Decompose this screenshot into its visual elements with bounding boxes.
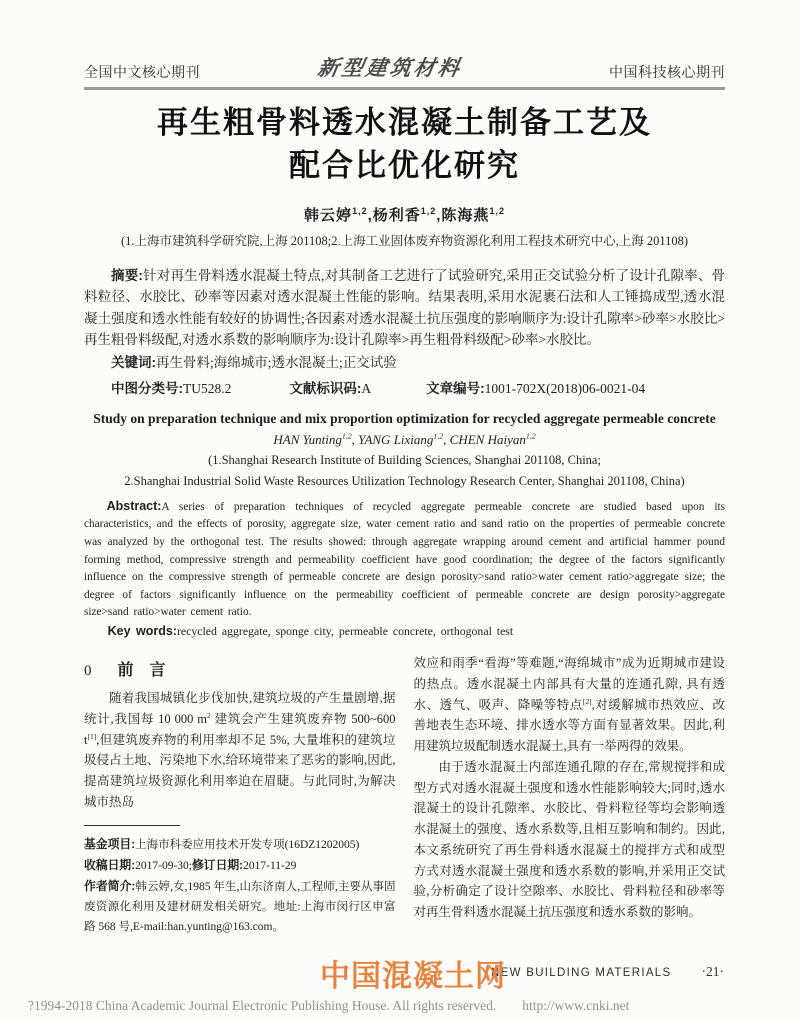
paper-title-line2: 配合比优化研究 xyxy=(289,147,520,183)
journal-name-en: NEW BUILDING MATERIALS xyxy=(491,967,672,979)
article-id-label: 文章编号: xyxy=(426,380,485,396)
intro-paragraph-right-1: 效应和雨季“看海”等难题,“海绵城市”成为近期城市建设的热点。透水混凝土内部具有大量的连通孔隙, 具有透水、透气、吸声、降噪等特点[2],对缓解城市热效应、改善地表生态环境、排水透水等方面有显著效果。因此,利用建筑垃圾配制透水混凝土,具有一举两得的效果。 xyxy=(413,656,725,754)
intro-paragraph-right-2: 由于透水混凝土内部连通孔隙的存在,常规搅拌和成型方式对透水混凝土强度和透水性能影响较大;同时,透水混凝土的设计孔隙率、水胶比、骨料粒径等均会影响透水混凝土的强度、透水系数等,且相互影响和制约。因此,本文系统研究了再生骨料透水混凝土的搅拌方式和成型方式对透水混凝土强度和透水系数的影响,并采用正交试验,分析确定了设计空隙率、水胶比、骨料粒径和砂率等对再生骨料透水混凝土抗压强度和透水系数的影响。 xyxy=(413,759,725,920)
page-header xyxy=(84,52,725,82)
abstract-cn xyxy=(84,265,725,351)
author-bio-label: 作者简介: xyxy=(84,878,136,893)
section-0-number: 0 xyxy=(84,663,92,680)
document-code xyxy=(289,377,371,397)
clc-label: 中图分类号: xyxy=(111,380,183,396)
fund-project-label: 基金项目: xyxy=(84,836,136,851)
keywords-cn-text: 再生骨料;海绵城市;透水混凝土;正交试验 xyxy=(156,354,397,370)
article-id-value: 1001-702X(2018)06-0021-04 xyxy=(484,380,646,396)
page-number: ·21· xyxy=(701,964,724,979)
intro-paragraph-left: 随着我国城镇化步伐加快,建筑垃圾的产生量剧增,据统计,我国每 10 000 $m^2$ 建筑会产生建筑废弃物 500~600 t[1],但建筑废弃物的利用率却不足 5%, 大量堆积的建筑垃圾侵占土地、污染地下水,给环境带来了恶劣的影响,因此,提高建筑垃圾资源化利用率迫在眉睫。与此同时,为解决城市热岛 xyxy=(84,691,396,809)
affiliation-en-1: (1.Shanghai Research Institute of Building Sciences, Shanghai 201108, China; xyxy=(208,452,601,467)
affiliation-en-2: 2.Shanghai Industrial Solid Waste Resources Utilization Technology Research Center, Shanghai 201108, China) xyxy=(124,473,685,488)
cnconcrete-watermark: 中国混凝土网 xyxy=(320,960,506,993)
left-column xyxy=(84,653,396,937)
keywords-cn-label: 关键词: xyxy=(111,354,156,370)
article-id xyxy=(426,377,645,397)
keywords-en xyxy=(84,624,725,639)
fund-project-value: 上海市科委应用技术开发专项(16DZ1202005) xyxy=(135,838,360,851)
abstract-en xyxy=(84,497,725,622)
core-journal-badge-left: 全国中文核心期刊 xyxy=(84,66,200,81)
footnote-block xyxy=(84,834,396,937)
document-code-label: 文献标识码: xyxy=(289,380,362,396)
paper-title-line1: 再生粗骨料透水混凝土制备工艺及 xyxy=(157,105,652,140)
authors-en: HAN Yunting$^{1,2}$, YANG Lixiang$^{1,2}$, CHEN Haiyan$^{1,2}$ xyxy=(273,431,536,447)
keywords-en-label: Key words: xyxy=(107,624,177,639)
section-0-title: 前 言 xyxy=(117,662,166,680)
paper-title xyxy=(84,102,725,188)
cnki-url: http://www.cnki.net xyxy=(522,998,630,1013)
section-0-heading xyxy=(84,657,396,680)
fund-project-line xyxy=(84,834,396,855)
author-bio-line xyxy=(84,876,396,937)
received-date-value: 2017-09-30; xyxy=(135,859,192,872)
paper-title-en: Study on preparation technique and mix proportion optimization for recycled aggregate permeable concrete xyxy=(93,410,716,426)
header-divider xyxy=(84,87,725,90)
journal-calligraphy-logo: 新型建筑材料 xyxy=(315,55,464,80)
document-code-value: A xyxy=(361,380,372,396)
abstract-cn-text: 针对再生骨料透水混凝土特点,对其制备工艺进行了试验研究,采用正交试验分析了设计孔隙率、骨料粒径、水胶比、砂率等因素对透水混凝土性能的影响。结果表明,采用水泥裹石法和人工锤捣成型,透水混凝土强度和透水性能有较好的协调性;各因素对透水混凝土抗压强度的影响顺序为:设计孔隙率>砂率>水胶比>再生粗骨料级配,对透水系数的影响顺序为:设计孔隙率>再生粗骨料级配>砂率>水胶比。 xyxy=(84,267,726,348)
clc-value: TU528.2 xyxy=(183,380,232,396)
revised-date-label: 修订日期: xyxy=(191,857,244,872)
right-column xyxy=(414,653,726,937)
keywords-en-text: recycled aggregate, sponge city, permeable concrete, orthogonal test xyxy=(176,624,514,639)
abstract-cn-label: 摘要: xyxy=(111,267,143,283)
abstract-en-label: Abstract: xyxy=(106,498,162,513)
meta-row xyxy=(84,377,725,397)
footnote-divider xyxy=(84,825,180,826)
body-columns xyxy=(84,653,725,937)
abstract-en-text: A series of preparation techniques of recycled aggregate permeable concrete are studied based upon its characteristics, and the effects of porosity, aggregate size, water cement ratio and sand ratio on the properties of permeable concrete was analyzed by the orthogonal test. The results showed: through aggregate wrapping around cement and artificial hammer pound forming method, compressive strength and permeability coefficient have good coordination; the degree of the factors significantly influence on the compressive strength of permeable concrete are design porosity>sand ratio>water cement ratio>aggregate size; the degree of factors significantly influence on the permeability coefficient of permeable concrete are design porosity>aggregate size>sand ratio>water cement ratio. xyxy=(84,500,725,619)
copyright-line xyxy=(28,998,629,1014)
dates-line xyxy=(84,855,396,876)
core-journal-badge-right: 中国科技核心期刊 xyxy=(609,66,725,81)
authors-cn: 韩云婷$^{1,2}$,杨利香$^{1,2}$,陈海燕$^{1,2}$ xyxy=(304,205,505,224)
clc-number xyxy=(111,377,231,397)
affiliation-cn: (1.上海市建筑科学研究院,上海 201108;2.上海工业固体废弃物资源化利用工程技术研究中心,上海 201108) xyxy=(120,233,689,248)
received-date-label: 收稿日期: xyxy=(84,857,136,872)
author-bio-value: 韩云婷,女,1985 年生,山东济南人,工程师,主要从事固废资源化利用及建材研发相关研究。地址:上海市闵行区申富路 568 号,E-mail:han.yunting@163.com。 xyxy=(84,880,396,933)
keywords-cn xyxy=(84,352,725,374)
revised-date-value: 2017-11-29 xyxy=(243,859,297,872)
copyright-text: ?1994-2018 China Academic Journal Electronic Publishing House. All rights reserved. xyxy=(28,998,497,1013)
